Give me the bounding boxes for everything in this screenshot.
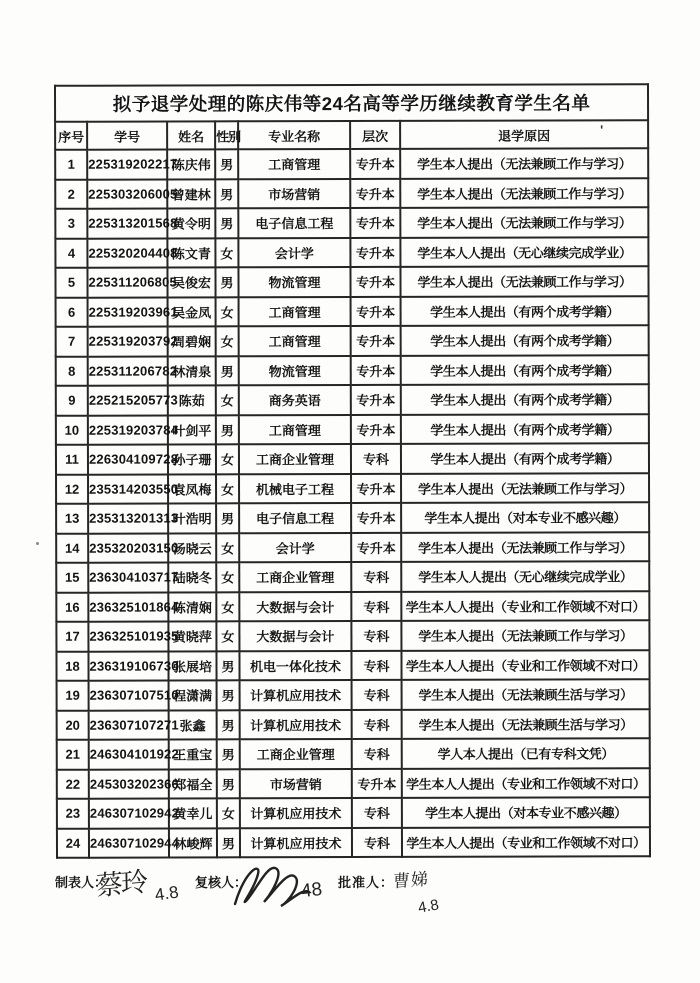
title-row <box>55 84 648 122</box>
col-header-reason <box>400 120 648 149</box>
table-row <box>56 296 649 327</box>
cell-name: 张展培 <box>168 651 216 681</box>
cell-student-id: 236325101864 <box>88 592 168 622</box>
cell-name: 陈文青 <box>167 238 215 268</box>
col-header-name: 姓名 <box>167 121 215 149</box>
cell-name: 黄令明 <box>167 208 215 238</box>
document-title: 拟予退学处理的陈庆伟等24名高等学历继续教育学生名单 <box>55 84 648 122</box>
cell-name: 陆晓冬 <box>168 562 216 592</box>
cell-gender: 女 <box>217 798 240 828</box>
cell-level: 专科 <box>351 562 401 592</box>
table-row <box>56 384 649 415</box>
cell-reason: 学生本人提出（无法兼顾工作与学习） <box>400 207 648 237</box>
cell-gender: 女 <box>216 592 239 622</box>
cell-no: 18 <box>56 651 88 681</box>
cell-level: 专升本 <box>351 385 401 415</box>
cell-gender: 女 <box>215 238 238 268</box>
cell-reason: 学生本人提出（有两个成考学籍） <box>401 443 649 473</box>
table-row <box>55 207 648 238</box>
cell-major: 机械电子工程 <box>239 474 351 504</box>
cell-major: 机电一体化技术 <box>239 651 351 681</box>
cell-level: 专升本 <box>350 178 400 208</box>
cell-name: 孙子珊 <box>168 444 216 474</box>
table-row <box>56 650 649 681</box>
cell-gender: 男 <box>217 680 240 710</box>
cell-no: 8 <box>56 356 88 386</box>
table-row <box>56 355 649 386</box>
cell-no: 20 <box>57 710 89 740</box>
cell-major: 大数据与会计 <box>239 621 351 651</box>
cell-name: 叶剑平 <box>168 415 216 445</box>
cell-reason: 学生本人提出（无法兼顾生活与学习） <box>402 709 650 739</box>
cell-reason: 学人本人提出（已有专科文凭） <box>402 738 650 768</box>
table-row <box>57 797 650 828</box>
student-withdrawal-table <box>54 83 651 859</box>
cell-gender: 女 <box>216 385 239 415</box>
cell-reason: 学生本人提出（无法兼顾工作与学习） <box>401 532 649 562</box>
table-row <box>57 768 650 799</box>
cell-gender: 女 <box>216 621 239 651</box>
cell-no: 2 <box>55 179 87 209</box>
cell-no: 11 <box>56 445 88 475</box>
cell-level: 专升本 <box>350 267 400 297</box>
cell-major: 工商企业管理 <box>239 444 351 474</box>
cell-level: 专升本 <box>352 768 402 798</box>
table-header-row <box>55 120 648 150</box>
cell-reason: 学生本人人提出（无心继续完成学业） <box>401 561 649 591</box>
cell-no: 10 <box>56 415 88 445</box>
table-row <box>55 148 648 179</box>
cell-name: 张鑫 <box>169 710 217 740</box>
cell-name: 郑福全 <box>169 769 217 799</box>
cell-level: 专科 <box>351 591 401 621</box>
cell-no: 12 <box>56 474 88 504</box>
cell-reason: 学生本人提出（无法兼顾工作与学习） <box>400 266 648 296</box>
cell-level: 专升本 <box>350 208 400 238</box>
col-header-student-id: 学号 <box>87 121 167 149</box>
table-row <box>57 709 650 740</box>
cell-major: 计算机应用技术 <box>240 828 352 858</box>
maker-label: 制表人： <box>55 875 108 890</box>
cell-reason: 学生本人人提出（专业和工作领域不对口） <box>401 591 649 621</box>
cell-student-id: 235320203150 <box>88 533 168 563</box>
cell-no: 14 <box>56 533 88 563</box>
cell-gender: 男 <box>216 415 239 445</box>
cell-gender: 男 <box>216 356 239 386</box>
cell-reason: 学生本人提出（有两个成考学籍） <box>401 325 649 355</box>
cell-student-id: 225215205773 <box>88 385 168 415</box>
scan-artifact-mark: ' <box>600 122 604 138</box>
table-row <box>57 827 650 858</box>
maker-date: 4.8 <box>153 882 180 905</box>
cell-name: 袁凤梅 <box>168 474 216 504</box>
cell-no: 7 <box>56 327 88 357</box>
table-row <box>56 325 649 356</box>
cell-gender: 男 <box>215 179 238 209</box>
cell-no: 4 <box>55 238 87 268</box>
cell-gender: 男 <box>216 503 239 533</box>
cell-name: 林峻辉 <box>169 828 217 858</box>
cell-level: 专科 <box>352 827 402 857</box>
cell-gender: 男 <box>217 710 240 740</box>
cell-major: 电子信息工程 <box>238 208 350 238</box>
cell-gender: 女 <box>216 444 239 474</box>
cell-major: 会计学 <box>239 533 351 563</box>
cell-major: 物流管理 <box>239 356 351 386</box>
cell-gender: 男 <box>215 149 238 179</box>
cell-no: 5 <box>55 268 87 298</box>
cell-gender: 女 <box>216 474 239 504</box>
cell-level: 专升本 <box>351 473 401 503</box>
cell-gender: 女 <box>216 326 239 356</box>
reviewer-date: 48 <box>299 878 324 903</box>
cell-major: 会计学 <box>238 238 350 268</box>
cell-level: 专科 <box>352 709 402 739</box>
cell-no: 17 <box>56 622 88 652</box>
student-rows <box>55 148 650 858</box>
cell-reason: 学生本人人提出（专业和工作领域不对口） <box>401 650 649 680</box>
cell-gender: 男 <box>215 267 238 297</box>
cell-student-id: 236325101935 <box>88 621 168 651</box>
cell-major: 物流管理 <box>238 267 350 297</box>
cell-reason: 学生本人提出（对本专业不感兴趣） <box>401 502 649 532</box>
cell-gender: 男 <box>216 651 239 681</box>
cell-major: 计算机应用技术 <box>240 798 352 828</box>
cell-level: 专升本 <box>350 149 400 179</box>
table-row <box>56 414 649 445</box>
scan-artifact-dot <box>36 542 39 545</box>
cell-name: 周碧娴 <box>168 326 216 356</box>
cell-name: 汤晓云 <box>168 533 216 563</box>
cell-reason: 学生本人提出（无法兼顾生活与学习） <box>402 679 650 709</box>
cell-student-id: 245303202366 <box>89 769 169 799</box>
cell-student-id: 236307107510 <box>89 680 169 710</box>
cell-student-id: 225313201568 <box>87 208 167 238</box>
cell-major: 市场营销 <box>238 179 350 209</box>
cell-no: 24 <box>57 828 89 858</box>
cell-reason: 学生本人提出（无法兼顾工作与学习） <box>401 473 649 503</box>
reviewer-label: 复核人： <box>195 875 248 890</box>
cell-major: 商务英语 <box>239 385 351 415</box>
cell-student-id: 226304109728 <box>88 444 168 474</box>
cell-student-id: 225311206782 <box>88 356 168 386</box>
cell-level: 专升本 <box>351 296 401 326</box>
maker-signature: 蔡玲 <box>95 866 147 902</box>
cell-reason: 学生本人提出（无法兼顾工作与学习） <box>400 148 648 178</box>
cell-student-id: 236307107271 <box>89 710 169 740</box>
col-header-reason-label: 退学原因 <box>498 127 551 144</box>
approver-date: 4.8 <box>416 896 441 917</box>
cell-student-id: 225319203784 <box>88 415 168 445</box>
cell-no: 6 <box>56 297 88 327</box>
cell-level: 专科 <box>352 680 402 710</box>
cell-student-id: 225320204408 <box>87 238 167 268</box>
cell-gender: 男 <box>217 769 240 799</box>
cell-no: 23 <box>57 799 89 829</box>
cell-level: 专科 <box>351 444 401 474</box>
cell-reason: 学生本人提出（有两个成考学籍） <box>401 414 649 444</box>
cell-name: 叶浩明 <box>168 503 216 533</box>
cell-reason: 学生本人人提出（专业和工作领域不对口） <box>402 827 650 857</box>
cell-student-id: 225319202217 <box>87 149 167 179</box>
cell-level: 专升本 <box>351 355 401 385</box>
cell-major: 工商企业管理 <box>240 739 352 769</box>
cell-name: 陈庆伟 <box>167 149 215 179</box>
table-row <box>56 591 649 622</box>
cell-no: 1 <box>55 150 87 180</box>
cell-gender: 男 <box>215 208 238 238</box>
cell-level: 专科 <box>351 621 401 651</box>
cell-reason: 学生本人提出（有两个成考学籍） <box>401 296 649 326</box>
table-row <box>56 532 649 563</box>
cell-name: 陈茹 <box>168 385 216 415</box>
cell-gender: 女 <box>216 562 239 592</box>
cell-reason: 学生本人提出（无法兼顾工作与学习） <box>400 178 648 208</box>
cell-reason: 学生本人人提出（无心继续完成学业） <box>400 237 648 267</box>
cell-student-id: 235313201313 <box>88 503 168 533</box>
cell-major: 市场营销 <box>240 769 352 799</box>
col-header-no: 序号 <box>55 122 87 150</box>
table-row <box>55 266 648 297</box>
cell-major: 工商管理 <box>239 297 351 327</box>
cell-no: 19 <box>57 681 89 711</box>
col-header-level: 层次 <box>350 121 400 149</box>
cell-name: 曾建林 <box>167 179 215 209</box>
table-row <box>56 473 649 504</box>
cell-gender: 女 <box>216 533 239 563</box>
col-header-gender: 性别 <box>215 121 238 149</box>
cell-major: 工商企业管理 <box>239 562 351 592</box>
table-row <box>57 679 650 710</box>
cell-level: 专升本 <box>350 237 400 267</box>
table-row <box>57 738 650 769</box>
cell-name: 吴俊宏 <box>167 267 215 297</box>
cell-major: 工商管理 <box>239 326 351 356</box>
cell-no: 13 <box>56 504 88 534</box>
table-row <box>56 443 649 474</box>
cell-major: 计算机应用技术 <box>240 710 352 740</box>
cell-name: 黄晓萍 <box>168 621 216 651</box>
cell-gender: 男 <box>217 828 240 858</box>
cell-no: 15 <box>56 563 88 593</box>
cell-name: 吴金凤 <box>168 297 216 327</box>
cell-reason: 学生本人提出（对本专业不感兴趣） <box>402 797 650 827</box>
cell-student-id: 225303206005 <box>87 179 167 209</box>
cell-student-id: 235314203550 <box>88 474 168 504</box>
cell-reason: 学生本人提出（有两个成考学籍） <box>401 384 649 414</box>
signature-footer <box>55 866 655 946</box>
cell-level: 专升本 <box>351 503 401 533</box>
cell-level: 专科 <box>352 798 402 828</box>
cell-level: 专科 <box>351 650 401 680</box>
cell-student-id: 246304101922 <box>89 739 169 769</box>
cell-major: 大数据与会计 <box>239 592 351 622</box>
cell-no: 3 <box>55 209 87 239</box>
cell-major: 计算机应用技术 <box>240 680 352 710</box>
cell-no: 9 <box>56 386 88 416</box>
cell-reason: 学生本人人提出（专业和工作领域不对口） <box>402 768 650 798</box>
approver-label: 批准人： <box>338 875 395 890</box>
cell-name: 程潇满 <box>169 680 217 710</box>
cell-reason: 学生本人提出（无法兼顾工作与学习） <box>401 620 649 650</box>
cell-level: 专科 <box>352 739 402 769</box>
col-header-major: 专业名称 <box>238 121 350 149</box>
cell-name: 陈清娴 <box>168 592 216 622</box>
cell-level: 专升本 <box>351 532 401 562</box>
cell-student-id: 246307102942 <box>89 798 169 828</box>
approver-signature: 曹娣 <box>392 869 430 892</box>
table-row <box>55 178 648 209</box>
cell-student-id: 225319203961 <box>88 297 168 327</box>
cell-gender: 男 <box>217 739 240 769</box>
cell-student-id: 246307102944 <box>89 828 169 858</box>
cell-major: 电子信息工程 <box>239 503 351 533</box>
cell-no: 22 <box>57 769 89 799</box>
cell-name: 黄幸儿 <box>169 798 217 828</box>
cell-reason: 学生本人提出（有两个成考学籍） <box>401 355 649 385</box>
cell-student-id: 236304103717 <box>88 562 168 592</box>
cell-level: 专升本 <box>351 414 401 444</box>
cell-name: 王重宝 <box>169 739 217 769</box>
cell-name: 林清泉 <box>168 356 216 386</box>
cell-gender: 女 <box>216 297 239 327</box>
cell-student-id: 236319106730 <box>88 651 168 681</box>
cell-student-id: 225319203792 <box>88 326 168 356</box>
table-row <box>56 620 649 651</box>
cell-major: 工商管理 <box>238 149 350 179</box>
table-row <box>56 561 649 592</box>
cell-student-id: 225311206805 <box>87 267 167 297</box>
cell-no: 21 <box>57 740 89 770</box>
table-row <box>55 237 648 268</box>
cell-major: 工商管理 <box>239 415 351 445</box>
table-row <box>56 502 649 533</box>
cell-no: 16 <box>56 592 88 622</box>
cell-level: 专升本 <box>351 326 401 356</box>
